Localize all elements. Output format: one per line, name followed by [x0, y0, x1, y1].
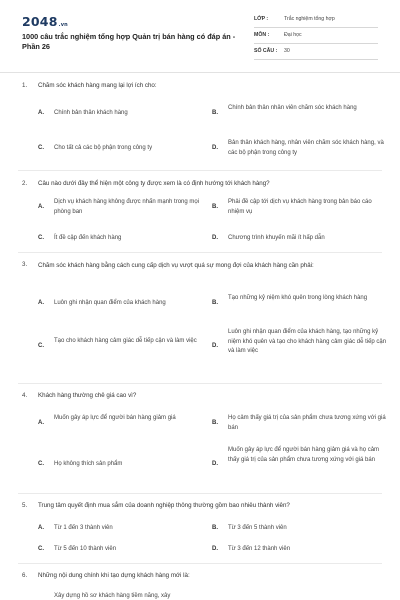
option-letter: D.	[212, 461, 218, 467]
meta-key: LỚP :	[254, 16, 269, 22]
question-number: 4.	[22, 392, 28, 399]
option-text: Từ 1 đến 3 thành viên	[54, 525, 113, 531]
question-text: Chăm sóc khách hàng mang lại lợi ích cho:	[38, 82, 157, 89]
question-text: Chăm sóc khách hàng bằng cách cung cấp dịch vụ vượt quá sự mong đợi của khách hàng cần phải:	[38, 262, 314, 269]
option-letter: C.	[38, 461, 44, 467]
question-separator	[18, 383, 382, 384]
option-letter: A.	[38, 300, 44, 306]
question-separator	[18, 493, 382, 494]
option-letter: C.	[38, 145, 44, 151]
option-letter: B.	[212, 300, 218, 306]
option-letter: D.	[212, 546, 218, 552]
option-letter: B.	[212, 420, 218, 426]
option-text: Tạo những kỷ niệm khó quên trong lòng khách hàng	[228, 295, 368, 301]
meta-key: MÔN :	[254, 32, 270, 38]
option-letter: A.	[38, 204, 44, 210]
option-text: Họ cảm thấy giá trị của sản phẩm chưa tương xứng với giá bán	[228, 415, 386, 431]
option-text: Phải đề cập tới dịch vụ khách hàng trong bản báo cáo nhiệm vụ	[228, 199, 372, 215]
question-text: Câu nào dưới đây thể hiện một công ty được xem là có định hướng tới khách hàng?	[38, 180, 270, 187]
option-text: Cho tất cả các bộ phận trong công ty	[54, 145, 153, 151]
option-text: Chính bản thân khách hàng	[54, 110, 128, 116]
site-logo[interactable]	[22, 14, 68, 29]
option-letter: D.	[212, 145, 218, 151]
option-text: Xây dựng hồ sơ khách hàng tiềm năng, xây	[54, 593, 171, 599]
option-text: Từ 3 đến 12 thành viên	[228, 546, 291, 552]
option-text: Từ 5 đến 10 thành viên	[54, 546, 117, 552]
option-letter: D.	[212, 235, 218, 241]
option-text: Dịch vụ khách hàng không được nhấn mạnh trong mọi phòng ban	[54, 199, 200, 215]
question-number: 3.	[22, 261, 28, 268]
header-divider	[0, 72, 400, 73]
question-separator	[18, 252, 382, 253]
question-text: Những nội dung chính khi tạo dựng khách hàng mới là:	[38, 572, 190, 579]
question-number: 6.	[22, 572, 28, 579]
page-header	[0, 0, 400, 70]
option-letter: B.	[212, 110, 218, 116]
question-separator	[18, 170, 382, 171]
option-letter: B.	[212, 204, 218, 210]
meta-value: Trắc nghiệm tổng hợp	[284, 16, 335, 22]
question-number: 1.	[22, 82, 28, 89]
option-letter: A.	[38, 420, 44, 426]
option-letter: A.	[38, 110, 44, 116]
option-text: Họ không thích sản phẩm	[54, 461, 123, 467]
logo-tld: .vn	[58, 22, 68, 28]
question-number: 2.	[22, 180, 28, 187]
option-letter: C.	[38, 343, 44, 349]
option-text: Muốn gây áp lực để người bán hàng giảm giá	[54, 415, 176, 421]
meta-value: Đại học	[284, 32, 302, 38]
option-text: Tạo cho khách hàng cảm giác dễ tiếp cận và làm việc	[54, 338, 197, 344]
option-letter: C.	[38, 546, 44, 552]
meta-value: 30	[284, 48, 290, 54]
option-text: Luôn ghi nhận quan điểm của khách hàng	[54, 300, 166, 306]
option-text: Luôn ghi nhận quan điểm của khách hàng, tạo những kỷ niệm khó quên và tạo cho khách hàng cảm giác dễ tiếp cận và làm việc	[228, 329, 387, 354]
option-letter: B.	[212, 525, 218, 531]
option-text: Ít đề cập đến khách hàng	[54, 235, 122, 241]
option-text: Muốn gây áp lực để người bán hàng giảm giá và họ cảm thấy giá trị của sản phẩm chưa tương xứng với giá bán	[228, 447, 380, 463]
question-text: Trung tâm quyết định mua sắm của doanh nghiệp thông thường gồm bao nhiêu thành viên?	[38, 502, 290, 509]
question-text: Khách hàng thường chê giá cao vì?	[38, 392, 137, 399]
meta-question-count	[254, 44, 378, 60]
question-number: 5.	[22, 502, 28, 509]
option-letter: C.	[38, 235, 44, 241]
option-text: Bản thân khách hàng, nhân viên chăm sóc khách hàng, và các bộ phận trong công ty	[228, 140, 384, 156]
option-letter: D.	[212, 343, 218, 349]
option-text: Chương trình khuyến mãi ít hấp dẫn	[228, 235, 325, 241]
option-letter: A.	[38, 525, 44, 531]
meta-key: SỐ CÂU :	[254, 48, 278, 54]
logo-text: 2048	[22, 14, 58, 29]
option-text: Chính bản thân nhân viên chăm sóc khách hàng	[228, 105, 357, 111]
meta-subject	[254, 28, 378, 44]
question-separator	[18, 563, 382, 564]
document-title: 1000 câu trắc nghiệm tổng hợp Quản trị bán hàng có đáp án - Phần 26	[22, 32, 236, 51]
option-text: Từ 3 đến 5 thành viên	[228, 525, 287, 531]
meta-class	[254, 12, 378, 28]
